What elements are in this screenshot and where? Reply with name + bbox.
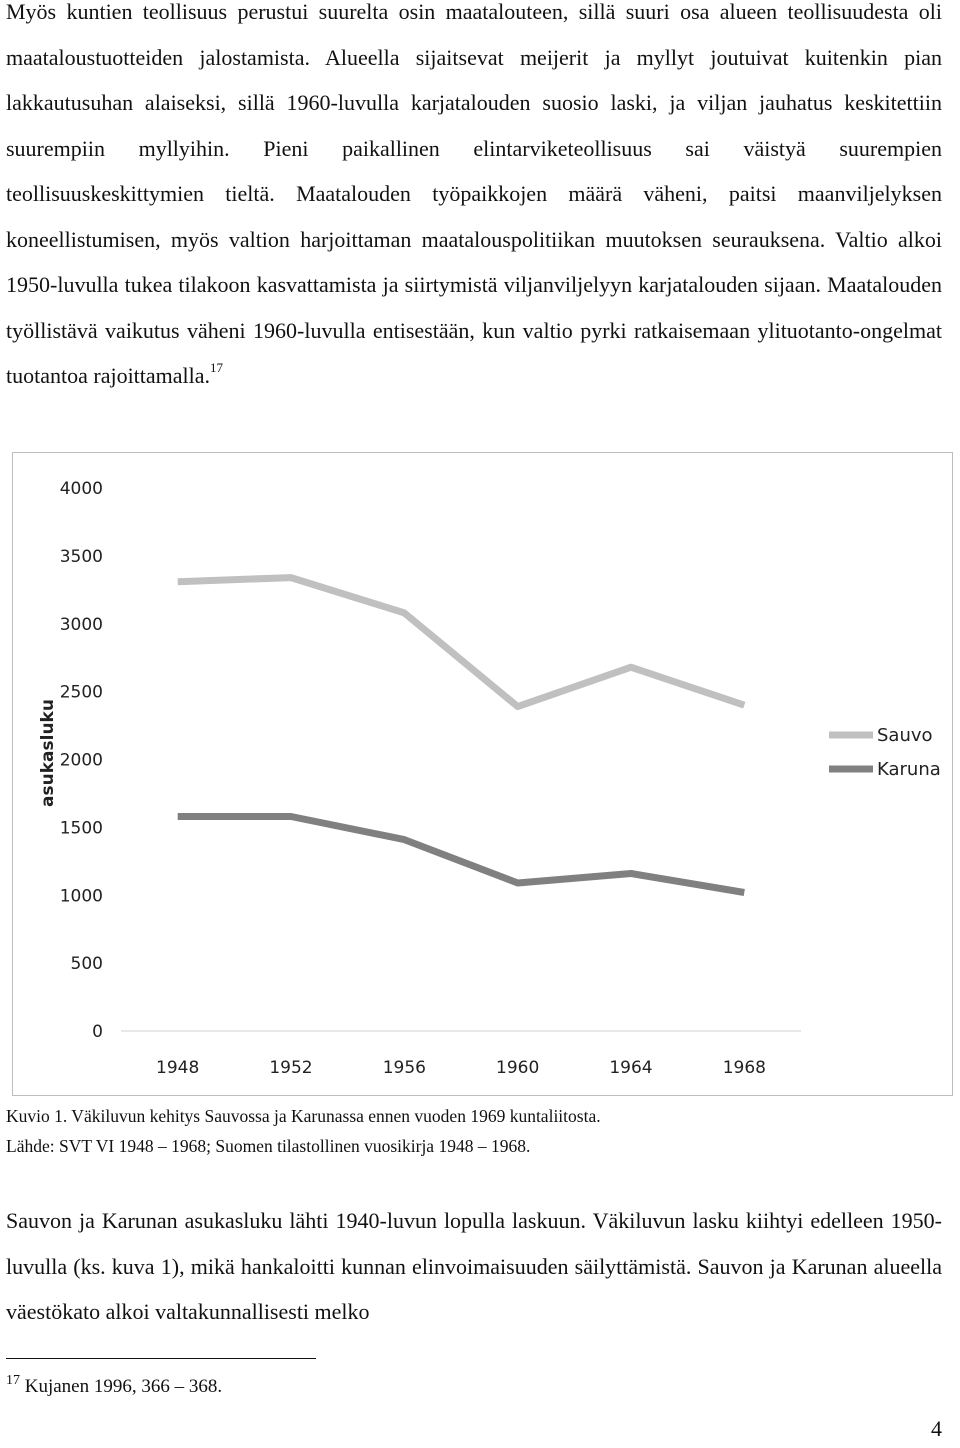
figure-source: Lähde: SVT VI 1948 – 1968; Suomen tilastollinen vuosikirja 1948 – 1968. [6,1136,531,1156]
x-tick-label: 1964 [609,1058,653,1078]
footnote-reference: 17 [210,360,224,375]
y-tick-label: 1500 [59,818,103,839]
x-tick-label: 1960 [496,1058,540,1078]
footnote-divider [6,1358,316,1359]
series-line-sauvo [178,578,745,707]
y-axis-label: asukasluku [38,699,58,807]
y-tick-label: 3500 [59,546,103,567]
footnote-text: Kujanen 1996, 366 – 368. [24,1376,223,1397]
y-tick-label: 1000 [59,886,103,907]
x-tick-label: 1952 [269,1058,313,1078]
y-tick-label: 3000 [59,614,103,635]
legend-label-karuna: Karuna [877,759,941,780]
x-tick-label: 1956 [382,1058,426,1078]
figure-caption: Kuvio 1. Väkiluvun kehitys Sauvossa ja Karunassa ennen vuoden 1969 kuntaliitosta. [6,1106,601,1126]
series-line-karuna [178,817,745,893]
chart-svg [13,453,954,1097]
footnote-number: 17 [6,1373,20,1388]
y-tick-label: 2000 [59,750,103,771]
population-chart [12,452,953,1096]
paragraph-text: Myös kuntien teollisuus perustui suurelta osin maatalouteen, sillä suuri osa alueen teollisuudesta oli maataloustuotteiden jalostamista. Alueella sijaitsevat meijerit ja myllyt joutuivat kuitenkin pian lakkautusuhan alaiseksi, sillä 1960-luvulla karjatalouden suosio laski, ja viljan jauhatus keskitettiin suurempiin myllyihin. Pieni paikallinen elintarviketeollisuus sai väistyä suurempien teollisuuskeskittymien tieltä. Maatalouden työpaikkojen määrä väheni, paitsi maanviljelyksen koneellistumisen, myös valtion harjoittaman maatalouspolitiikan muutoksen seurauksena. Valtio alkoi 1950-luvulla tukea tilakoon kasvattamista ja siirtymistä viljanviljelyyn karjatalouden sijaan. Maatalouden työllistävä vaikutus väheni 1960-luvulla entisestään, kun valtio pyrki ratkaisemaan ylituotanto-ongelmat tuotantoa rajoittamalla. [6,0,942,388]
x-tick-label: 1948 [156,1058,200,1078]
body-paragraph-2: Sauvon ja Karunan asukasluku lähti 1940-luvun lopulla laskuun. Väkiluvun lasku kiihtyi edelleen 1950-luvulla (ks. kuva 1), mikä hankaloitti kunnan elinvoimaisuuden säilyttämistä. Sauvon ja Karunan alueella väestökato alkoi valtakunnallisesti melko [6,1208,942,1324]
body-paragraph [6,0,942,399]
x-tick-label: 1968 [722,1058,766,1078]
y-tick-label: 4000 [59,479,103,499]
legend-label-sauvo: Sauvo [877,725,933,746]
footnote [6,1372,222,1404]
y-tick-label: 500 [70,954,103,975]
y-tick-label: 2500 [59,682,103,703]
page-number: 4 [931,1416,942,1441]
y-tick-label: 0 [92,1022,103,1042]
